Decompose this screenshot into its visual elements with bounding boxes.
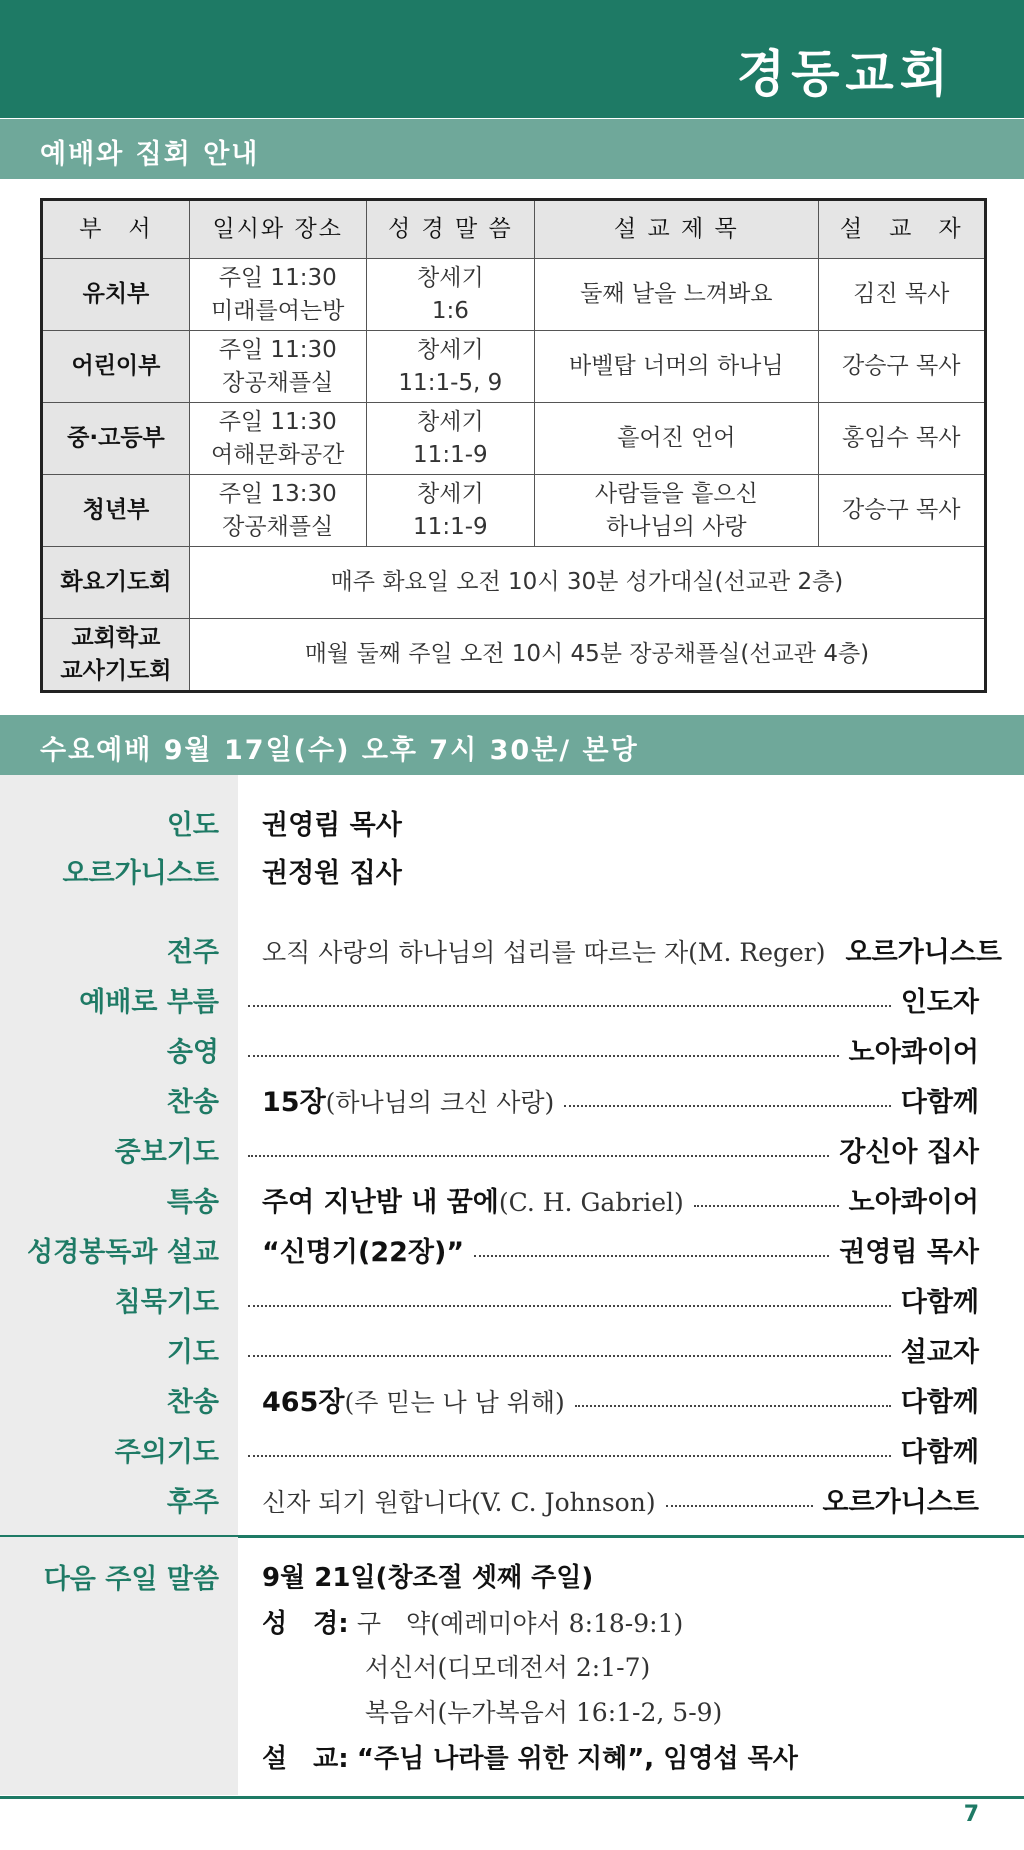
info-cell: 매월 둘째 주일 오전 10시 45분 장공채플실(선교관 4층) — [189, 619, 985, 692]
place-text: 미래를여는방 — [211, 297, 345, 324]
order-item — [0, 1030, 1024, 1070]
order-content — [262, 1180, 979, 1219]
header-dept: 부 서 — [42, 200, 190, 259]
dept-line: 교사기도회 — [60, 657, 172, 684]
scripture-cell — [366, 475, 535, 547]
dot-leader — [248, 1304, 891, 1307]
order-content — [262, 1230, 979, 1269]
hymn-number: 15장 — [262, 1087, 326, 1118]
leader-row — [0, 851, 1024, 891]
dept-cell: 유치부 — [42, 259, 190, 331]
order-item — [0, 1480, 1024, 1520]
order-content — [262, 930, 1003, 969]
sermon-title-cell: 바벨탑 너머의 하나님 — [535, 331, 818, 403]
place-text: 여해문화공간 — [211, 441, 345, 468]
order-item — [0, 1280, 1024, 1320]
order-desc: (C. H. Gabriel) — [498, 1188, 684, 1217]
order-content — [262, 1380, 979, 1419]
book-text: 창세기 — [417, 480, 484, 507]
page-number: 7 — [963, 1802, 979, 1827]
order-desc: (주 믿는 나 남 위해) — [344, 1388, 565, 1417]
order-item — [0, 1230, 1024, 1270]
info-cell: 매주 화요일 오전 10시 30분 성가대실(선교관 2층) — [189, 547, 985, 619]
scripture-line — [262, 1603, 683, 1640]
order-content — [238, 980, 979, 1019]
scripture-cell — [366, 403, 535, 475]
dot-leader — [666, 1504, 813, 1507]
order-label: 예배로 부름 — [79, 987, 219, 1018]
next-week-date — [262, 1557, 593, 1594]
header-sermon-title: 설 교 제 목 — [535, 200, 818, 259]
order-item — [0, 1380, 1024, 1420]
order-content — [238, 1130, 979, 1169]
header-scripture: 성 경 말 씀 — [366, 200, 535, 259]
order-desc: 오직 사랑의 하나님의 섭리를 따르는 자(M. Reger) — [262, 938, 826, 967]
order-content — [238, 1330, 979, 1369]
dot-leader — [564, 1104, 890, 1107]
preacher-cell: 홍임수 목사 — [818, 403, 986, 475]
time-text: 주일 11:30 — [218, 408, 337, 435]
order-item — [0, 930, 1024, 970]
table-row — [42, 403, 986, 475]
scripture-line — [365, 1693, 722, 1729]
verse-text: 1:6 — [431, 297, 469, 324]
order-label: 중보기도 — [114, 1137, 219, 1168]
dept-cell: 어린이부 — [42, 331, 190, 403]
book-text: 창세기 — [417, 336, 484, 363]
dot-leader — [248, 1054, 839, 1057]
sermon-label: 설 교: — [262, 1744, 349, 1774]
order-content — [238, 1430, 979, 1469]
order-desc: (하나님의 크신 사랑) — [325, 1088, 555, 1117]
order-label: 후주 — [166, 1487, 219, 1518]
order-who: 다함께 — [900, 1087, 979, 1118]
dot-leader — [575, 1404, 891, 1407]
order-label: 주의기도 — [114, 1437, 219, 1468]
table-row — [42, 331, 986, 403]
order-label: 특송 — [166, 1187, 219, 1218]
table-row — [42, 475, 986, 547]
time-place-cell — [189, 259, 366, 331]
title-line: 하나님의 사랑 — [606, 513, 747, 540]
section-title-bar — [0, 715, 1024, 775]
sermon-line — [262, 1738, 798, 1775]
order-who: 오르가니스트 — [822, 1487, 979, 1518]
order-label: 찬송 — [166, 1087, 219, 1118]
dot-leader — [248, 1154, 829, 1157]
order-who: 설교자 — [900, 1337, 979, 1368]
special-song-title: 주여 지난밤 내 꿈에 — [262, 1187, 499, 1218]
scripture-cell — [366, 331, 535, 403]
time-text: 주일 11:30 — [218, 336, 337, 363]
dot-leader — [694, 1204, 839, 1207]
date-text: 9월 21일(창조절 셋째 주일) — [262, 1563, 594, 1593]
order-desc: 신자 되기 원합니다(V. C. Johnson) — [262, 1488, 656, 1517]
table-row — [42, 259, 986, 331]
leader-label: 오르가니스트 — [62, 858, 219, 889]
dot-leader — [248, 1004, 891, 1007]
order-label: 전주 — [166, 937, 219, 968]
preacher-cell: 김진 목사 — [818, 259, 986, 331]
order-who: 강신아 집사 — [839, 1137, 979, 1168]
order-who: 인도자 — [900, 987, 979, 1018]
sermon-text: “주님 나라를 위한 지혜”, 임영섭 목사 — [356, 1744, 798, 1774]
preacher-cell: 강승구 목사 — [818, 331, 986, 403]
header-bar — [0, 0, 1024, 118]
scripture-label: 성 경: — [262, 1609, 349, 1639]
order-content — [238, 1280, 979, 1319]
scripture-cell — [366, 259, 535, 331]
gospel-reading: 복음서(누가복음서 16:1-2, 5-9) — [365, 1698, 723, 1727]
dot-leader — [248, 1454, 891, 1457]
header-preacher: 설 교 자 — [818, 200, 986, 259]
sermon-title-cell: 흩어진 언어 — [535, 403, 818, 475]
dept-cell: 화요기도회 — [42, 547, 190, 619]
section-title-bar — [0, 119, 1024, 179]
table-header-row — [42, 200, 986, 259]
leader-row — [0, 803, 1024, 843]
hymn-number: 465장 — [262, 1387, 345, 1418]
book-text: 창세기 — [417, 408, 484, 435]
footer-line — [0, 1796, 1024, 1799]
place-text: 장공채플실 — [222, 369, 334, 396]
schedule-table — [40, 198, 987, 693]
section-title: 예배와 집회 안내 — [40, 139, 260, 170]
epistle-reading: 서신서(디모데전서 2:1-7) — [365, 1653, 651, 1682]
leader-name: 권정원 집사 — [262, 858, 402, 889]
table-row — [42, 547, 986, 619]
next-week-label: 다음 주일 말씀 — [43, 1564, 219, 1595]
order-label: 성경봉독과 설교 — [27, 1237, 219, 1268]
dept-cell: 청년부 — [42, 475, 190, 547]
dot-leader — [474, 1254, 829, 1257]
order-who: 오르가니스트 — [845, 937, 1003, 968]
order-who: 권영림 목사 — [839, 1237, 979, 1268]
table-row — [42, 619, 986, 692]
verse-text: 11:1-5, 9 — [398, 369, 503, 396]
title-line: 사람들을 흩으신 — [594, 480, 758, 507]
order-item — [0, 1180, 1024, 1220]
order-label: 송영 — [166, 1037, 219, 1068]
order-label: 찬송 — [166, 1387, 219, 1418]
order-who: 다함께 — [900, 1287, 979, 1318]
order-item — [0, 1430, 1024, 1470]
book-text: 창세기 — [417, 264, 484, 291]
order-who: 노아콰이어 — [848, 1037, 979, 1068]
leader-label: 인도 — [166, 810, 219, 841]
order-content — [238, 1030, 979, 1069]
verse-text: 11:1-9 — [413, 441, 488, 468]
time-text: 주일 13:30 — [218, 480, 337, 507]
dept-cell: 중·고등부 — [42, 403, 190, 475]
sermon-scripture: “신명기(22장)” — [262, 1237, 465, 1268]
order-item — [0, 1080, 1024, 1120]
preacher-cell: 강승구 목사 — [818, 475, 986, 547]
sermon-title-cell: 둘째 날을 느껴봐요 — [535, 259, 818, 331]
order-who: 다함께 — [900, 1387, 979, 1418]
time-text: 주일 11:30 — [218, 264, 337, 291]
section-title: 수요예배 9월 17일(수) 오후 7시 30분/ 본당 — [40, 735, 639, 766]
scripture-line — [365, 1648, 650, 1684]
header-time-place: 일시와 장소 — [189, 200, 366, 259]
order-content — [262, 1080, 979, 1119]
order-label: 침묵기도 — [114, 1287, 219, 1318]
dept-line: 교회학교 — [71, 624, 161, 651]
time-place-cell — [189, 331, 366, 403]
place-text: 장공채플실 — [222, 513, 334, 540]
church-name: 경동교회 — [736, 44, 954, 103]
leader-name: 권영림 목사 — [262, 810, 402, 841]
order-item — [0, 980, 1024, 1020]
ot-reading: 구 약(예레미야서 8:18-9:1) — [356, 1609, 684, 1638]
order-label: 기도 — [166, 1337, 219, 1368]
order-who: 노아콰이어 — [848, 1187, 979, 1218]
sermon-title-cell — [535, 475, 818, 547]
time-place-cell — [189, 403, 366, 475]
order-item — [0, 1330, 1024, 1370]
order-who: 다함께 — [900, 1437, 979, 1468]
time-place-cell — [189, 475, 366, 547]
dept-cell — [42, 619, 190, 692]
verse-text: 11:1-9 — [413, 513, 488, 540]
order-item — [0, 1130, 1024, 1170]
order-content — [262, 1480, 979, 1519]
dot-leader — [248, 1354, 891, 1357]
